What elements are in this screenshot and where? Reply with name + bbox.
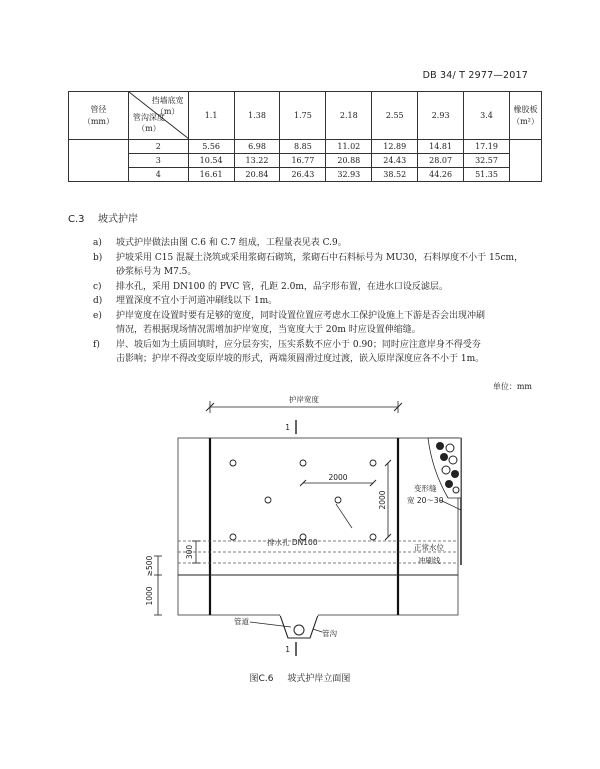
pipe-diameter-header: 管径 （mm） — [69, 92, 129, 140]
item-letter: b) — [93, 252, 103, 263]
section-title: 坡式护岸 — [98, 214, 138, 225]
value-cell: 32.93 — [326, 168, 372, 182]
trench-depth-header: 管沟深度 （m） — [132, 113, 165, 133]
svg-text:1: 1 — [285, 423, 290, 432]
section-number: C.3 — [68, 214, 85, 225]
left-vertical-dimensions — [145, 555, 162, 615]
item-text-cont: 砂浆标号为 M7.5。 — [116, 267, 197, 277]
value-cell: 10.54 — [188, 154, 234, 168]
value-cell: 44.26 — [418, 168, 464, 182]
figure-title: 坡式护岸立面图 — [287, 674, 351, 684]
svg-text:2000: 2000 — [328, 473, 348, 482]
svg-text:管道: 管道 — [234, 617, 249, 626]
wall-width-header: 挡墙底宽 （m） — [151, 96, 184, 116]
value-cell: 11.02 — [326, 140, 372, 154]
item-letter: c) — [93, 281, 102, 292]
pipe-trench-detail — [234, 615, 337, 638]
value-cell: 51.35 — [464, 168, 510, 182]
svg-text:宽 20～30: 宽 20～30 — [407, 496, 444, 505]
value-cell: 5.56 — [188, 140, 234, 154]
value-cell: 20.84 — [234, 168, 280, 182]
value-cell: 24.43 — [372, 154, 418, 168]
width-header: 1.38 — [234, 92, 280, 140]
width-header: 1.75 — [280, 92, 326, 140]
svg-text:冲刷线: 冲刷线 — [418, 556, 441, 565]
unit-note: 单位：mm — [492, 382, 532, 391]
width-header: 2.55 — [372, 92, 418, 140]
item-text: 护岸宽度在设置时要有足够的宽度，同时设置位置应考虑水工保护设施上下游是否会出现冲刷 — [116, 310, 486, 321]
svg-text:排水孔 DN100: 排水孔 DN100 — [267, 538, 318, 547]
value-cell: 16.77 — [280, 154, 326, 168]
width-dimension — [206, 394, 402, 413]
standard-number: DB 34/ T 2977—2017 — [422, 70, 528, 81]
svg-text:正常水位: 正常水位 — [414, 543, 444, 552]
value-cell: 20.88 — [326, 154, 372, 168]
item-text-cont: 击影响；护岸不得改变原岸坡的形式，两端须圆滑过度过渡，嵌入原岸深度应各不小于 1m。 — [116, 354, 485, 364]
svg-text:变形缝: 变形缝 — [414, 484, 437, 493]
dim-300 — [185, 541, 200, 563]
svg-text:1000: 1000 — [145, 586, 154, 606]
item-text: 坡式护岸做法由图 C.6 和 C.7 组成，工程量表见表 C.9。 — [116, 238, 347, 248]
svg-text:300: 300 — [185, 544, 194, 560]
value-cell: 8.85 — [280, 140, 326, 154]
item-letter: d) — [93, 296, 103, 306]
value-cell: 38.52 — [372, 168, 418, 182]
width-header: 1.1 — [188, 92, 234, 140]
svg-text:管沟: 管沟 — [322, 629, 337, 638]
drain-holes — [230, 460, 376, 540]
figure-caption — [0, 671, 600, 684]
item-text: 排水孔，采用 DN100 的 PVC 管，孔距 2.0m，品字形布置，在进水口设反滤层。 — [116, 281, 448, 292]
depth-cell: 3 — [128, 154, 188, 168]
item-text: 护坡采用 C15 混凝土浇筑或采用浆砌石砌筑，浆砌石中石料标号为 MU30，石料厚度不小于 15cm， — [116, 252, 524, 263]
figure-number: 图C.6 — [249, 674, 274, 684]
svg-text:2000: 2000 — [378, 490, 387, 510]
elevation-frame — [178, 438, 458, 615]
item-letter: a) — [93, 238, 102, 248]
drain-hole-label — [267, 504, 352, 547]
value-cell: 6.98 — [234, 140, 280, 154]
svg-text:1: 1 — [285, 645, 290, 654]
value-cell: 17.19 — [464, 140, 510, 154]
section-mark-top — [285, 420, 296, 434]
value-cell: 28.07 — [418, 154, 464, 168]
section-mark-bottom — [285, 642, 296, 656]
value-cell: 32.57 — [464, 154, 510, 168]
width-header: 2.93 — [418, 92, 464, 140]
value-cell: 14.81 — [418, 140, 464, 154]
width-label: 护岸宽度 — [289, 395, 319, 404]
value-cell: 12.89 — [372, 140, 418, 154]
vertical-spacing-dimension — [378, 460, 391, 540]
item-text: 埋置深度不宜小于河道冲刷线以下 1m。 — [116, 296, 278, 306]
horizontal-spacing-dimension — [300, 473, 376, 486]
width-header: 2.18 — [326, 92, 372, 140]
item-text-cont: 情况，若根据现场情况需增加护岸宽度，当宽度大于 20m 时应设置伸缩缝。 — [116, 325, 421, 335]
width-header: 3.4 — [464, 92, 510, 140]
item-text: 岸、坡后如为土质回填时，应分层夯实，压实系数不应小于 0.90；同时应注意岸身不得受夯 — [116, 339, 481, 350]
item-letter: f) — [93, 339, 100, 350]
rubber-plate-header: 橡胶板 （m²） — [509, 92, 541, 140]
svg-text:≥500: ≥500 — [145, 555, 154, 577]
depth-cell: 4 — [128, 168, 188, 182]
water-and-scour-lines — [178, 541, 458, 575]
depth-cell: 2 — [128, 140, 188, 154]
value-cell: 26.43 — [280, 168, 326, 182]
value-cell: 16.61 — [188, 168, 234, 182]
item-letter: e) — [93, 310, 102, 321]
value-cell: 13.22 — [234, 154, 280, 168]
